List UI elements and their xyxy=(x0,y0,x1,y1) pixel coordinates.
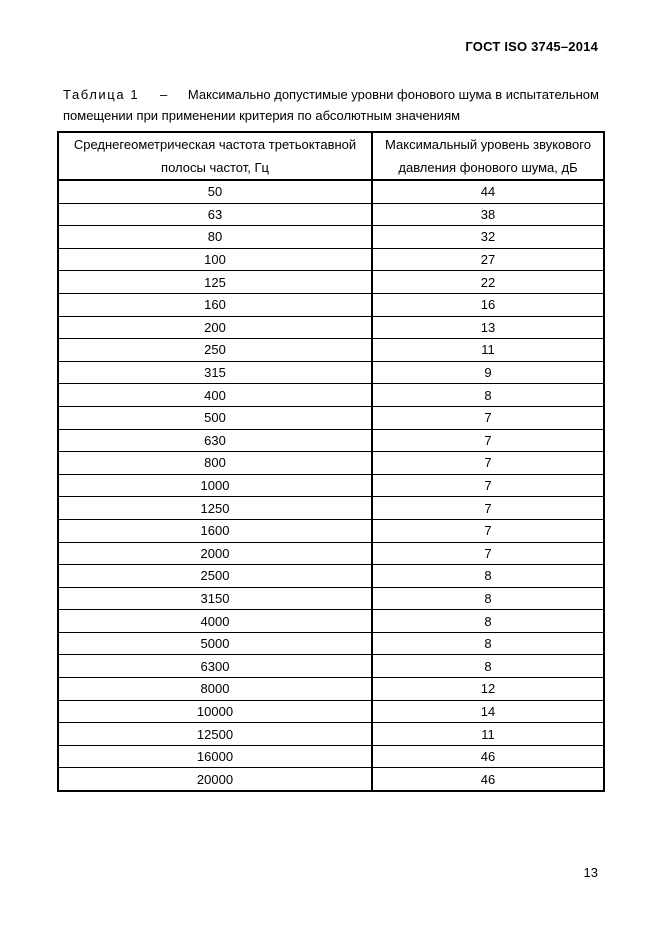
table-row xyxy=(58,632,604,655)
table-row xyxy=(58,655,604,678)
noise-levels-table xyxy=(57,131,605,792)
cell-noise-level: 8 xyxy=(372,610,604,633)
cell-noise-level: 7 xyxy=(372,497,604,520)
cell-frequency: 50 xyxy=(58,180,372,203)
table-row xyxy=(58,745,604,768)
cell-frequency: 100 xyxy=(58,248,372,271)
table-row xyxy=(58,316,604,339)
caption-title-line-2: помещении при применении критерия по абсолютным значениям xyxy=(63,108,461,123)
table-row xyxy=(58,474,604,497)
cell-frequency: 2000 xyxy=(58,542,372,565)
cell-frequency: 8000 xyxy=(58,678,372,701)
table-row xyxy=(58,248,604,271)
cell-noise-level: 11 xyxy=(372,339,604,362)
cell-frequency: 1000 xyxy=(58,474,372,497)
cell-frequency: 1600 xyxy=(58,519,372,542)
cell-frequency: 80 xyxy=(58,226,372,249)
caption-dash: – xyxy=(159,87,168,102)
cell-noise-level: 7 xyxy=(372,429,604,452)
cell-frequency: 4000 xyxy=(58,610,372,633)
table-row xyxy=(58,293,604,316)
cell-noise-level: 46 xyxy=(372,768,604,791)
cell-frequency: 200 xyxy=(58,316,372,339)
table-row xyxy=(58,406,604,429)
table-label: Таблица 1 xyxy=(63,87,140,102)
table-row xyxy=(58,226,604,249)
cell-noise-level: 8 xyxy=(372,632,604,655)
table-caption xyxy=(63,84,599,126)
cell-frequency: 2500 xyxy=(58,565,372,588)
table-row xyxy=(58,542,604,565)
cell-frequency: 5000 xyxy=(58,632,372,655)
table-row xyxy=(58,678,604,701)
cell-noise-level: 7 xyxy=(372,474,604,497)
table-row xyxy=(58,339,604,362)
cell-frequency: 20000 xyxy=(58,768,372,791)
table-row xyxy=(58,519,604,542)
table-row xyxy=(58,497,604,520)
cell-noise-level: 7 xyxy=(372,519,604,542)
cell-frequency: 400 xyxy=(58,384,372,407)
cell-noise-level: 8 xyxy=(372,587,604,610)
table-row xyxy=(58,384,604,407)
cell-noise-level: 7 xyxy=(372,406,604,429)
caption-title-line-1: Максимально допустимые уровни фонового шума в испытательном xyxy=(187,87,599,102)
cell-noise-level: 14 xyxy=(372,700,604,723)
cell-noise-level: 44 xyxy=(372,180,604,203)
cell-noise-level: 38 xyxy=(372,203,604,226)
cell-frequency: 6300 xyxy=(58,655,372,678)
cell-noise-level: 9 xyxy=(372,361,604,384)
cell-frequency: 125 xyxy=(58,271,372,294)
cell-noise-level: 27 xyxy=(372,248,604,271)
cell-frequency: 12500 xyxy=(58,723,372,746)
table-header-row xyxy=(58,132,604,180)
cell-noise-level: 12 xyxy=(372,678,604,701)
cell-frequency: 1250 xyxy=(58,497,372,520)
cell-frequency: 10000 xyxy=(58,700,372,723)
table-row xyxy=(58,700,604,723)
cell-noise-level: 46 xyxy=(372,745,604,768)
table-body xyxy=(58,180,604,791)
table-row xyxy=(58,587,604,610)
table-row xyxy=(58,361,604,384)
table-row xyxy=(58,180,604,203)
cell-noise-level: 8 xyxy=(372,655,604,678)
cell-frequency: 250 xyxy=(58,339,372,362)
cell-frequency: 63 xyxy=(58,203,372,226)
cell-noise-level: 11 xyxy=(372,723,604,746)
table-row xyxy=(58,565,604,588)
cell-noise-level: 22 xyxy=(372,271,604,294)
cell-noise-level: 13 xyxy=(372,316,604,339)
cell-frequency: 630 xyxy=(58,429,372,452)
table-row xyxy=(58,203,604,226)
document-header: ГОСТ ISO 3745–2014 xyxy=(465,39,598,54)
caption-line-1 xyxy=(63,84,599,105)
column-header-noise-level: Максимальный уровень звукового давления фонового шума, дБ xyxy=(372,132,604,180)
cell-noise-level: 8 xyxy=(372,384,604,407)
cell-frequency: 500 xyxy=(58,406,372,429)
table-row xyxy=(58,610,604,633)
cell-frequency: 16000 xyxy=(58,745,372,768)
table-row xyxy=(58,768,604,791)
cell-frequency: 315 xyxy=(58,361,372,384)
cell-noise-level: 32 xyxy=(372,226,604,249)
column-header-frequency: Среднегеометрическая частота третьоктавной полосы частот, Гц xyxy=(58,132,372,180)
cell-noise-level: 8 xyxy=(372,565,604,588)
cell-frequency: 3150 xyxy=(58,587,372,610)
cell-frequency: 800 xyxy=(58,452,372,475)
cell-noise-level: 7 xyxy=(372,542,604,565)
cell-noise-level: 16 xyxy=(372,293,604,316)
cell-noise-level: 7 xyxy=(372,452,604,475)
table-row xyxy=(58,723,604,746)
table-row xyxy=(58,452,604,475)
table-row xyxy=(58,429,604,452)
page-number: 13 xyxy=(583,865,598,880)
table-row xyxy=(58,271,604,294)
cell-frequency: 160 xyxy=(58,293,372,316)
